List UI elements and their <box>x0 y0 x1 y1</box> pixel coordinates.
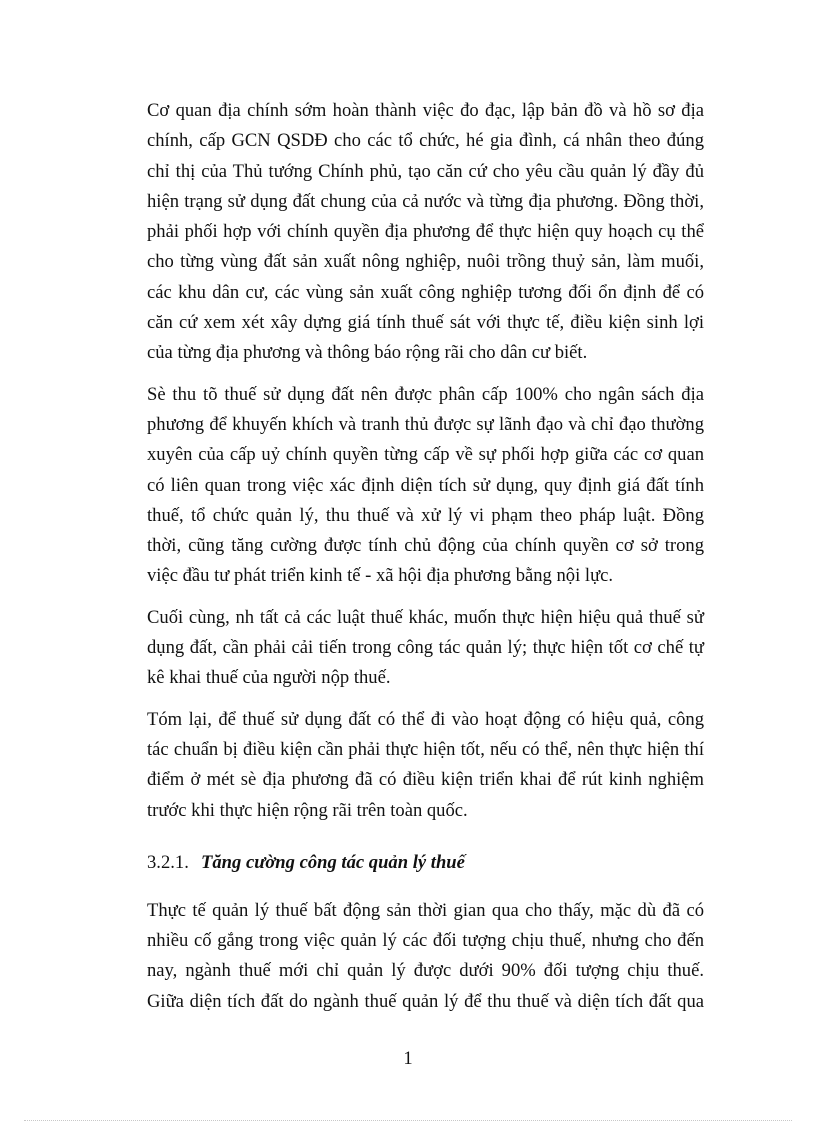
paragraph-line: chỉ thị của Thủ tướng Chính phủ, tạo căn cứ cho yêu cầu quản lý đầy đủ <box>147 160 704 182</box>
paragraph-line: Cuối cùng, nh tất cả các luật thuế khác, muốn thực hiện hiệu quả thuế sử <box>147 606 704 628</box>
paragraph-line: thời, cũng tăng cường được tính chủ động của chính quyền cơ sở trong <box>147 535 704 557</box>
paragraph-revenue-allocation <box>147 380 704 592</box>
paragraph-line: hiện trạng sử dụng đất chung của cả nước và từng địa phương. Đồng thời, <box>147 190 704 212</box>
paragraph-line: tác chuẩn bị điều kiện cần phải thực hiện tốt, nếu có thể, nên thực hiện thí <box>147 738 704 760</box>
paragraph-line: Cơ quan địa chính sớm hoàn thành việc đo đạc, lập bản đồ và hồ sơ địa <box>147 100 704 121</box>
paragraph-line: cho từng vùng đất sản xuất nông nghiệp, nuôi trồng thuỷ sản, làm muối, <box>147 251 704 273</box>
document-page <box>147 96 704 1017</box>
paragraph-line: kê khai thuế của người nộp thuế. <box>147 667 391 689</box>
paragraph-line: xuyên của cấp uỷ chính quyền từng cấp về sự phối hợp giữa các cơ quan <box>147 444 704 466</box>
section-number: 3.2.1. <box>147 851 189 873</box>
section-heading <box>147 848 704 878</box>
paragraph-line: có liên quan trong việc xác định diện tích sử dụng, quy định giá đất tính <box>147 474 704 496</box>
paragraph-line: Sè thu tõ thuế sử dụng đất nên được phân cấp 100% cho ngân sách địa <box>147 383 704 405</box>
footer-divider <box>24 1120 792 1121</box>
paragraph-line: trước khi thực hiện rộng rãi trên toàn quốc. <box>147 799 468 821</box>
paragraph-line: của từng địa phương và thông báo rộng rãi cho dân cư biết. <box>147 342 588 364</box>
paragraph-land-administration <box>147 96 704 369</box>
section-title: Tăng cường công tác quản lý thuế <box>201 851 465 873</box>
paragraph-line: Tóm lại, để thuế sử dụng đất có thể đi vào hoạt động có hiệu quả, công <box>147 708 704 730</box>
paragraph-line: nhiều cố gắng trong việc quản lý các đối tượng chịu thuế, nhưng cho đến <box>147 930 704 952</box>
paragraph-line: dụng đất, cần phải cải tiến trong công tác quản lý; thực hiện tốt cơ chế tự <box>147 637 704 659</box>
paragraph-line: điểm ở mét sè địa phương đã có điều kiện triển khai để rút kinh nghiệm <box>147 769 704 791</box>
paragraph-tax-management <box>147 896 704 1017</box>
paragraph-line: các khu dân cư, các vùng sản xuất công nghiệp tương đối ổn định để có <box>147 281 704 303</box>
paragraph-line: Thực tế quản lý thuế bất động sản thời gian qua cho thấy, mặc dù đã có <box>147 899 704 921</box>
paragraph-line: việc đầu tư phát triển kinh tế - xã hội địa phương bằng nội lực. <box>147 565 614 587</box>
paragraph-line: căn cứ xem xét xây dựng giá tính thuế sát với thực tế, điều kiện sinh lợi <box>147 312 704 334</box>
paragraph-line: phải phối hợp với chính quyền địa phương để thực hiện quy hoạch cụ thể <box>147 221 704 243</box>
paragraph-line: Giữa diện tích đất do ngành thuế quản lý để thu thuế và diện tích đất qua <box>147 990 704 1012</box>
paragraph-line: nay, ngành thuế mới chỉ quản lý được dưới 90% đối tượng chịu thuế. <box>147 960 704 982</box>
paragraph-summary <box>147 705 704 826</box>
paragraph-line: thuế, tổ chức quản lý, thu thuế và xử lý vi phạm theo pháp luật. Đồng <box>147 504 704 526</box>
page-number: 1 <box>403 1048 413 1069</box>
paragraph-line: chính, cấp GCN QSDĐ cho các tổ chức, hé gia đình, cá nhân theo đúng <box>147 130 704 152</box>
paragraph-finally <box>147 603 704 694</box>
paragraph-line: phương để khuyến khích và tranh thủ được sự lãnh đạo và chỉ đạo thường <box>147 413 704 435</box>
